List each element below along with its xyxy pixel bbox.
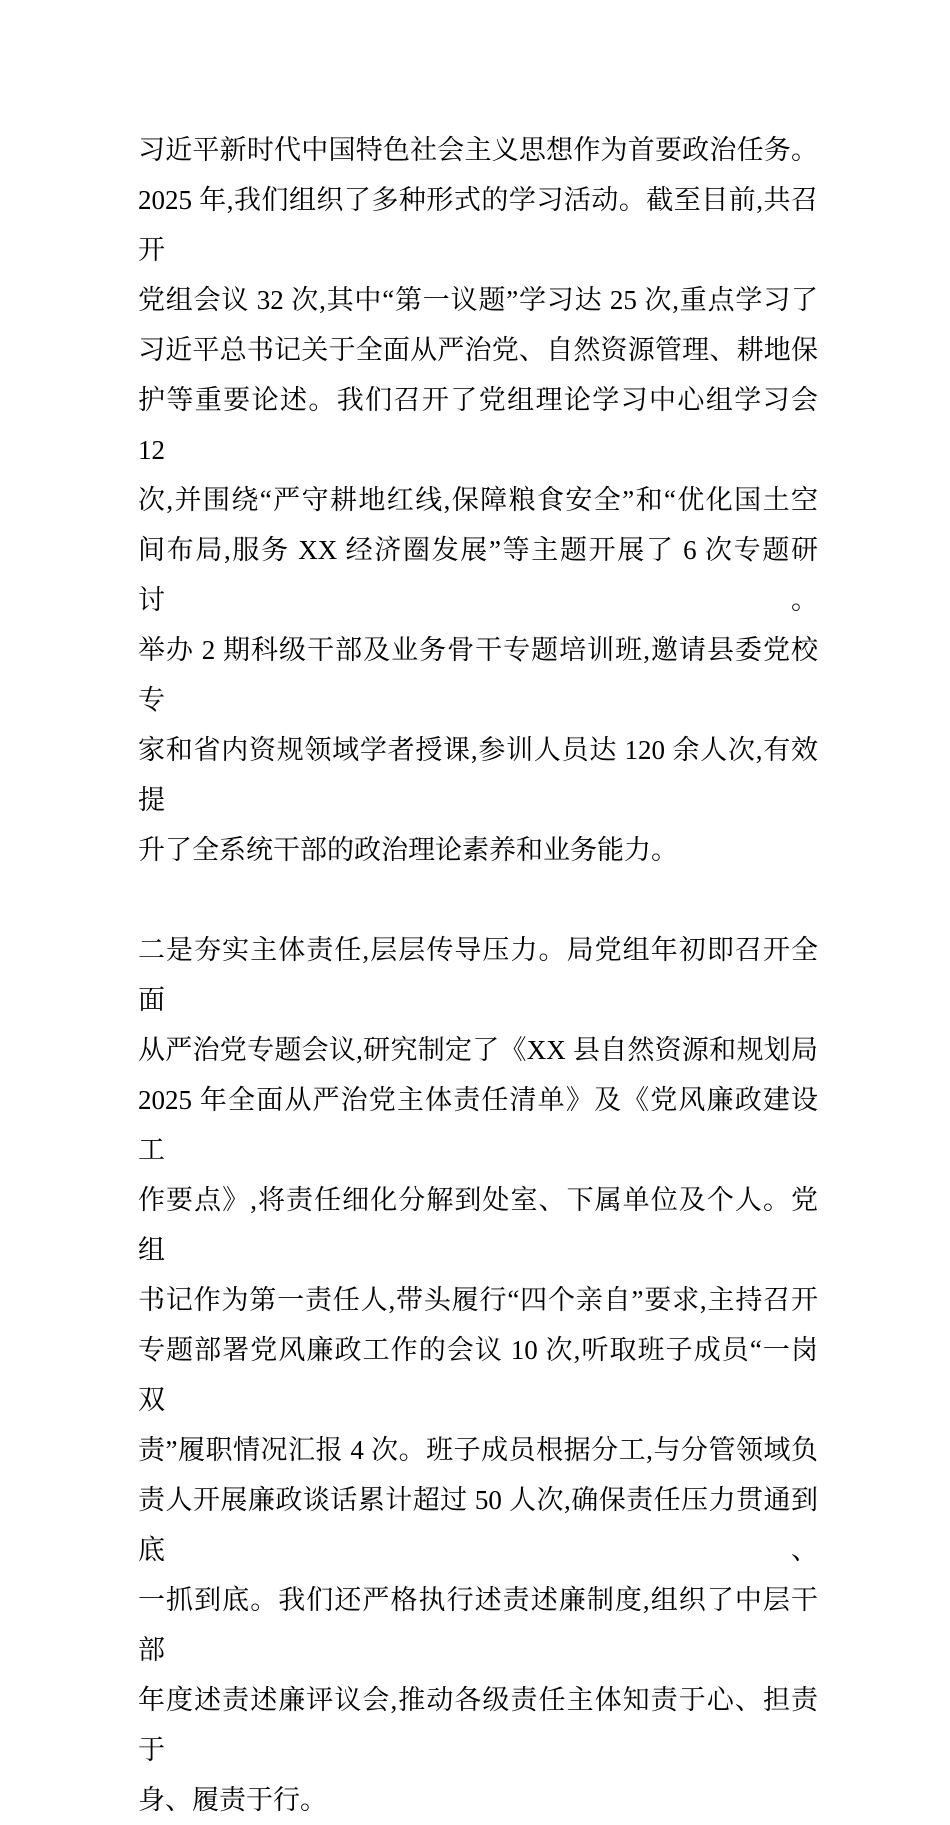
text-line: 二是夯实主体责任,层层传导压力。局党组年初即召开全面 [138,935,818,1015]
text-line: 2025 年,我们组织了多种形式的学习活动。截至目前,共召开 [138,185,818,265]
text-line: 2025 年全面从严治党主体责任清单》及《党风廉政建设工 [138,1085,818,1165]
text-line: 年度述责述廉评议会,推动各级责任主体知责于心、担责于 [138,1685,818,1765]
text-line: 身、履责于行。 [138,1785,327,1815]
text-line: 责人开展廉政谈话累计超过 50 人次,确保责任压力贯通到底、 [138,1485,818,1565]
document-body [138,125,818,1825]
text-line: 习近平新时代中国特色社会主义思想作为首要政治任务。 [138,135,818,165]
text-line: 一抓到底。我们还严格执行述责述廉制度,组织了中层干部 [138,1585,818,1665]
text-line: 次,并围绕“严守耕地红线,保障粮食安全”和“优化国土空 [138,485,818,515]
text-line: 升了全系统干部的政治理论素养和业务能力。 [138,835,678,865]
paragraph [138,925,818,1825]
text-line: 间布局,服务 XX 经济圈发展”等主题开展了 6 次专题研讨。 [138,535,818,615]
text-line: 党组会议 32 次,其中“第一议题”学习达 25 次,重点学习了 [138,285,818,315]
text-line: 家和省内资规领域学者授课,参训人员达 120 余人次,有效提 [138,735,818,815]
text-line: 举办 2 期科级干部及业务骨干专题培训班,邀请县委党校专 [138,635,818,715]
text-line: 专题部署党风廉政工作的会议 10 次,听取班子成员“一岗双 [138,1335,818,1415]
text-line: 作要点》,将责任细化分解到处室、下属单位及个人。党组 [138,1185,818,1265]
paragraph [138,125,818,875]
text-line: 书记作为第一责任人,带头履行“四个亲自”要求,主持召开 [138,1285,818,1315]
text-line: 责”履职情况汇报 4 次。班子成员根据分工,与分管领域负 [138,1435,818,1465]
text-line: 习近平总书记关于全面从严治党、自然资源管理、耕地保 [138,335,818,365]
text-line: 护等重要论述。我们召开了党组理论学习中心组学习会 12 [138,385,818,465]
text-line: 从严治党专题会议,研究制定了《XX 县自然资源和规划局 [138,1035,818,1065]
